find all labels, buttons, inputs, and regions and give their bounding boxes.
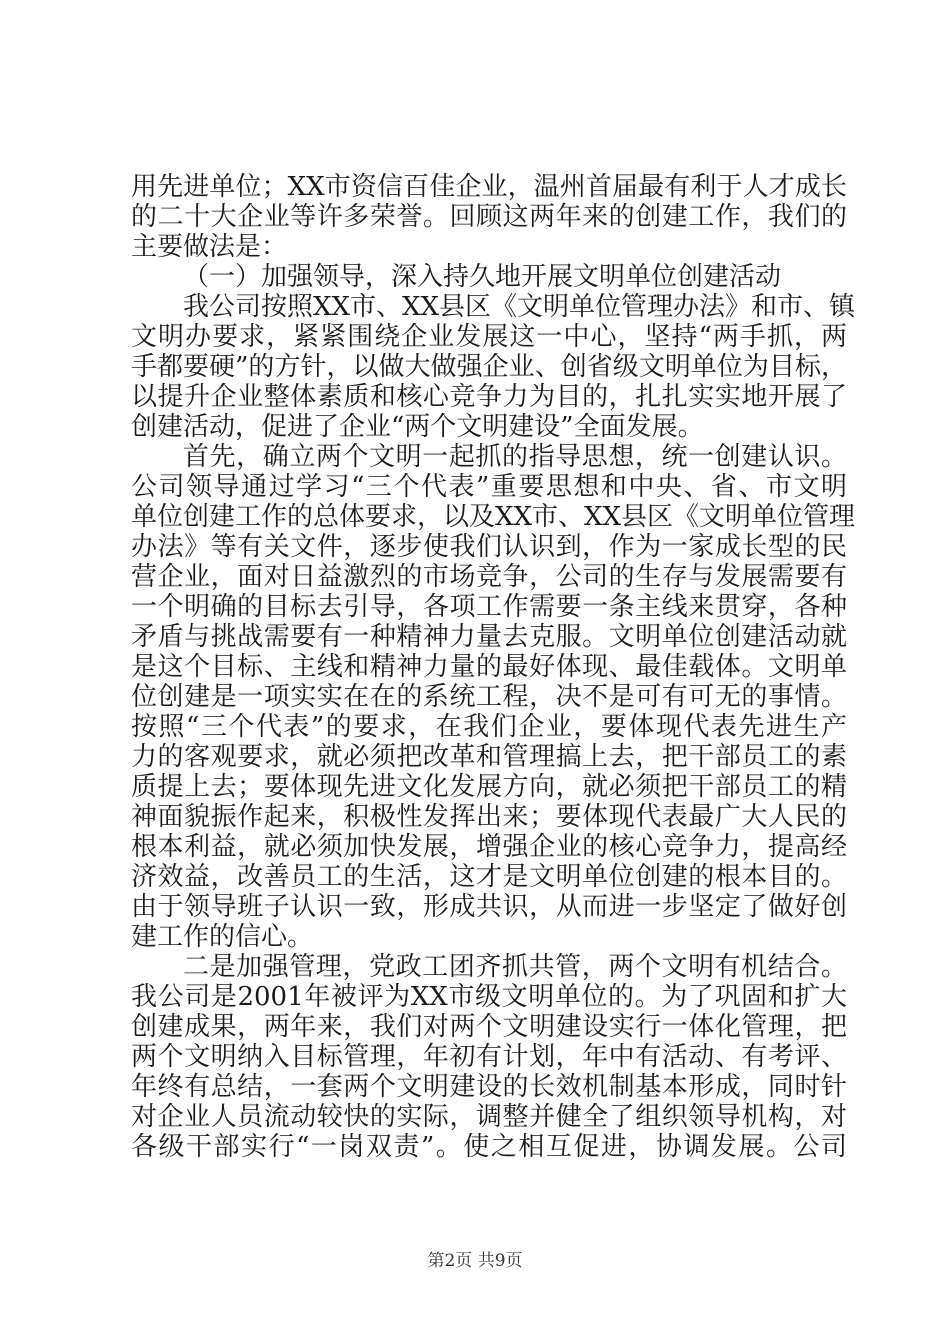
text-line: 公司领导通过学习“三个代表”重要思想和中央、省、市文明: [131, 472, 847, 502]
text-line: 单位创建工作的总体要求，以及XX市、XX县区《文明单位管理: [131, 502, 856, 532]
text-line: 用先进单位；XX市资信百佳企业，温州首届最有利于人才成长: [131, 172, 847, 202]
text-line: 对企业人员流动较快的实际，调整并健全了组织领导机构，对: [131, 1102, 847, 1132]
text-line: 文明办要求，紧紧围绕企业发展这一中心，坚持“两手抓，两: [131, 322, 847, 352]
text-line: 我公司按照XX市、XX县区《文明单位管理办法》和市、镇: [183, 292, 856, 322]
document-body: [131, 172, 856, 1162]
text-line: 我公司是2001年被评为XX市级文明单位的。为了巩固和扩大: [131, 982, 847, 1012]
text-line: 由于领导班子认识一致，形成共识，从而进一步坚定了做好创: [131, 892, 847, 922]
text-line: 质提上去；要体现先进文化发展方向，就必须把干部员工的精: [131, 772, 847, 802]
text-line: 办法》等有关文件，逐步使我们认识到，作为一家成长型的民: [131, 532, 847, 562]
text-line: 各级干部实行“一岗双责”。使之相互促进，协调发展。公司: [131, 1132, 847, 1162]
page-footer: 第2页 共9页: [427, 1251, 523, 1271]
text-line: 是这个目标、主线和精神力量的最好体现、最佳载体。文明单: [131, 652, 847, 682]
text-line: （一）加强领导，深入持久地开展文明单位创建活动: [183, 262, 782, 292]
text-line: 以提升企业整体素质和核心竞争力为目的，扎扎实实地开展了: [131, 382, 847, 412]
text-line: 创建成果，两年来，我们对两个文明建设实行一体化管理，把: [131, 1012, 847, 1042]
text-line: 按照“三个代表”的要求，在我们企业，要体现代表先进生产: [131, 712, 847, 742]
text-line: 建工作的信心。: [131, 922, 314, 952]
text-line: 首先，确立两个文明一起抓的指导思想，统一创建认识。: [183, 442, 847, 472]
text-line: 二是加强管理，党政工团齐抓共管，两个文明有机结合。: [183, 952, 847, 982]
text-line: 济效益，改善员工的生活，这才是文明单位创建的根本目的。: [131, 862, 847, 892]
text-line: 位创建是一项实实在在的系统工程，决不是可有可无的事情。: [131, 682, 847, 712]
text-line: 一个明确的目标去引导，各项工作需要一条主线来贯穿，各种: [131, 592, 847, 622]
text-line: 两个文明纳入目标管理，年初有计划，年中有活动、有考评、: [131, 1042, 847, 1072]
text-line: 创建活动，促进了企业“两个文明建设”全面发展。: [131, 412, 704, 442]
text-line: 矛盾与挑战需要有一种精神力量去克服。文明单位创建活动就: [131, 622, 847, 652]
text-line: 神面貌振作起来，积极性发挥出来；要体现代表最广大人民的: [131, 802, 847, 832]
text-line: 手都要硬”的方针，以做大做强企业、创省级文明单位为目标，: [131, 352, 847, 382]
text-line: 年终有总结，一套两个文明建设的长效机制基本形成，同时针: [131, 1072, 847, 1102]
text-line: 根本利益，就必须加快发展，增强企业的核心竞争力，提高经: [131, 832, 847, 862]
text-line: 的二十大企业等许多荣誉。回顾这两年来的创建工作，我们的: [131, 202, 847, 232]
text-line: 主要做法是：: [131, 232, 288, 262]
text-line: 营企业，面对日益激烈的市场竞争，公司的生存与发展需要有: [131, 562, 847, 592]
text-line: 力的客观要求，就必须把改革和管理搞上去，把干部员工的素: [131, 742, 847, 772]
